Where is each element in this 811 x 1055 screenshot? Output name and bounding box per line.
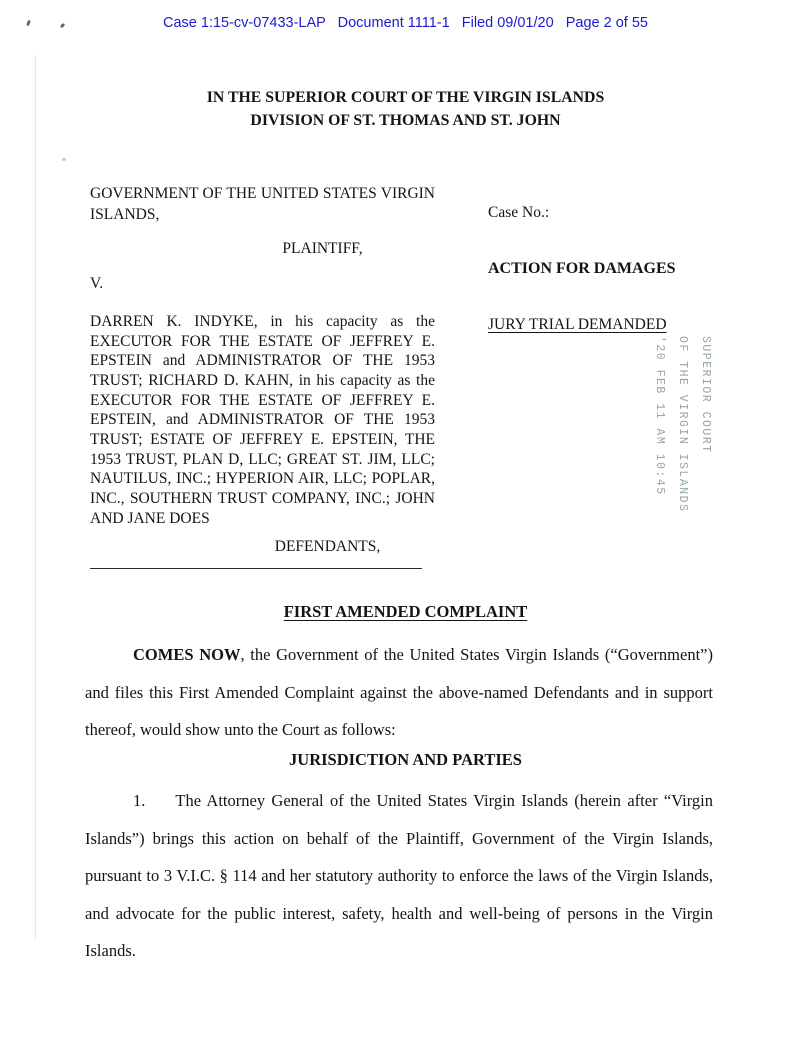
scan-artifact-speck <box>62 158 66 161</box>
paragraph-1-number: 1. <box>133 791 146 810</box>
court-title <box>0 86 811 132</box>
paragraph-1 <box>85 782 713 970</box>
section-heading-jurisdiction: JURISDICTION AND PARTIES <box>289 750 522 769</box>
case-caption <box>90 176 710 569</box>
scan-artifact-line <box>35 55 36 940</box>
plaintiff-label: PLAINTIFF, <box>282 239 363 257</box>
versus-label: V. <box>90 274 104 292</box>
comes-now-lead: COMES NOW <box>133 645 241 664</box>
defendants-list: DARREN K. INDYKE, in his capacity as the EXECUTOR FOR THE ESTATE OF JEFFREY E. EPSTEIN and ADMINISTRATOR OF THE 1953 TRUST; RICHARD D. KAHN, in his capacity as the EXECUTOR FOR THE ESTATE OF JEFFREY E. EPSTEIN, and ADMINISTRATOR OF THE 1953 TRUST; ESTATE OF JEFFREY E. EPSTEIN, THE 1953 TRUST, PLAN D, LLC; GREAT ST. JIM, LLC; NAUTILUS, INC.; HYPERION AIR, LLC; POPLAR, INC., SOUTHERN TRUST COMPANY, INC.; JOHN AND JANE DOES <box>90 312 435 527</box>
stamp-date-line: '20 FEB 11 AM 10:45 <box>653 336 666 496</box>
document-title: FIRST AMENDED COMPLAINT <box>283 602 528 621</box>
defendants-label: DEFENDANTS, <box>274 538 381 556</box>
court-name-line: IN THE SUPERIOR COURT OF THE VIRGIN ISLANDS <box>206 89 605 106</box>
court-division-line: DIVISION OF ST. THOMAS AND ST. JOHN <box>250 112 561 129</box>
pacer-case-header: Case 1:15-cv-07433-LAP Document 1111-1 Filed 09/01/20 Page 2 of 55 <box>163 15 648 31</box>
action-for-damages-label: ACTION FOR DAMAGES <box>488 260 676 277</box>
caption-rule <box>90 568 422 569</box>
intro-paragraph-text: , the Government of the United States Virgin Islands (“Government”) and files this First Amended Complaint against the above-named Defendants and in support thereof, would show unto the Court as follows: <box>85 645 713 739</box>
caption-left-column <box>90 184 435 569</box>
stamp-court-line-2: OF THE VIRGIN ISLANDS <box>676 336 689 513</box>
case-number-label: Case No.: <box>488 204 550 221</box>
filed-stamp <box>648 336 717 531</box>
paragraph-1-text: The Attorney General of the United States Virgin Islands (herein after “Virgin Islands”) brings this action on behalf of the Plaintiff, Government of the Virgin Islands, pursuant to 3 V.I.C. § 114 and her statutory authority to enforce the laws of the Virgin Islands, and advocate for the public interest, safety, health and well-being of persons in the Virgin Islands. <box>85 791 713 960</box>
stamp-court-line-1: SUPERIOR COURT <box>699 336 712 454</box>
intro-paragraph <box>85 636 713 749</box>
jury-trial-demanded-label: JURY TRIAL DEMANDED <box>488 316 667 333</box>
plaintiff-name: GOVERNMENT OF THE UNITED STATES VIRGIN ISLANDS, <box>90 185 435 223</box>
